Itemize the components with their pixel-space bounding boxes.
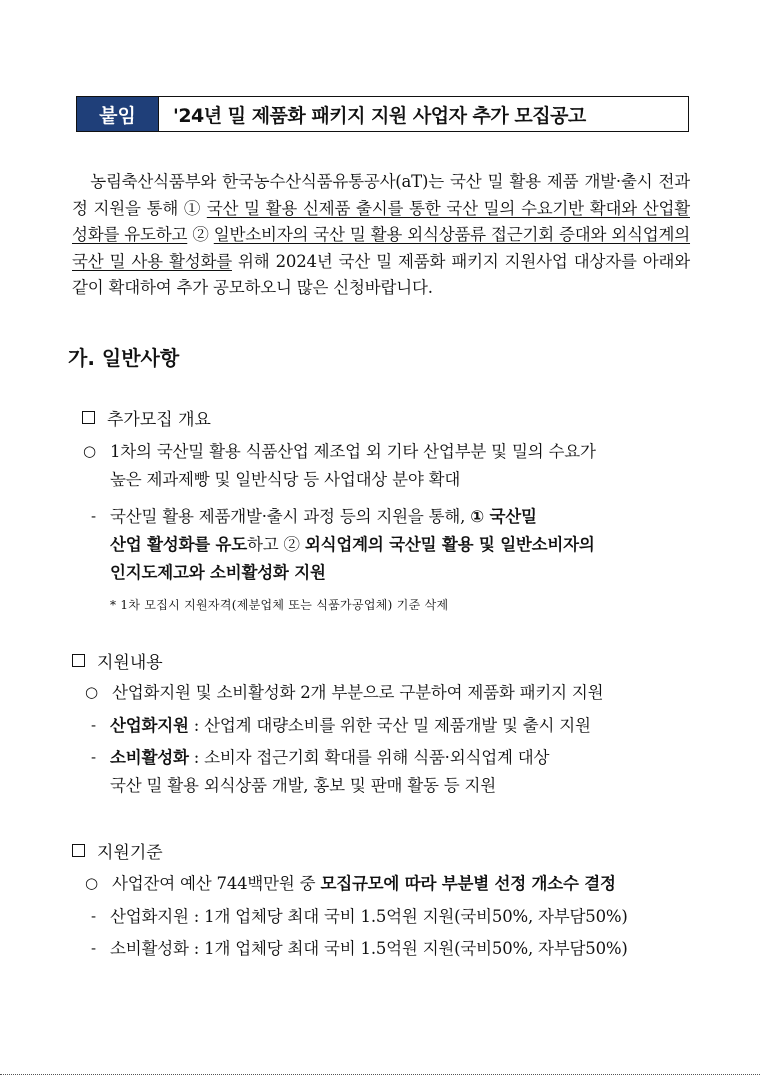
overview-item1-line2: 높은 제과제빵 및 일반식당 등 사업대상 분야 확대 — [110, 470, 461, 489]
overview-item2-plain-b: 하고 ② — [247, 535, 300, 554]
attachment-badge: 붙임 — [77, 97, 159, 131]
document-title: '24년 밀 제품화 패키지 지원 사업자 추가 모집공고 — [173, 104, 586, 127]
intro-underline-2: 일반소비자의 국산 밀 활용 외식상품류 접근기회 증대와 외식업계의 국산 밀 사용 활성화를 — [72, 225, 691, 271]
support-item2 — [110, 714, 591, 738]
checkbox-square-icon — [72, 844, 85, 857]
circle-bullet-icon: ○ — [85, 874, 99, 892]
dash-bullet-icon: - — [91, 939, 97, 957]
intro-paragraph — [72, 169, 690, 302]
criteria-item3: 소비활성화 : 1개 업체당 최대 국비 1.5억원 지원(국비50%, 자부담50%) — [110, 939, 628, 958]
overview-item2-bold: ① 국산밀 — [470, 507, 537, 526]
overview-heading — [82, 405, 211, 430]
support-heading-text: 지원내용 — [97, 653, 163, 673]
support-item1: 산업화지원 및 소비활성화 2개 부분으로 구분하여 제품화 패키지 지원 — [112, 683, 604, 702]
overview-item2-bold-c: 인지도제고와 소비활성화 지원 — [110, 563, 326, 582]
overview-item2-line3 — [110, 561, 326, 585]
intro-text-2: ② — [187, 225, 214, 244]
support-item3-bold: 소비활성화 — [110, 748, 189, 767]
dash-bullet-icon: - — [91, 748, 97, 766]
support-item2-bold: 산업화지원 — [110, 716, 189, 735]
criteria-heading-text: 지원기준 — [97, 843, 163, 863]
intro-text-3: 위해 2024년 국산 밀 제품화 패키지 지원사업 대상자를 아래와 같이 확대하여 추가 공모하오니 많은 신청바랍니다. — [72, 251, 691, 297]
intro-text-1: 농림축산식품부와 한국농수산식품유통공사(aT)는 국산 밀 활용 제품 개발·출시 전과정 지원을 통해 ① — [72, 172, 690, 218]
checkbox-square-icon — [72, 654, 85, 667]
criteria-item1 — [112, 872, 616, 896]
dash-bullet-icon: - — [91, 716, 97, 734]
section-heading: 가. 일반사항 — [68, 346, 180, 370]
checkbox-square-icon — [82, 411, 95, 424]
circle-bullet-icon: ○ — [83, 442, 97, 460]
support-heading — [72, 648, 163, 673]
overview-heading-text: 추가모집 개요 — [107, 410, 211, 430]
support-item3-rest: : 소비자 접근기회 확대를 위해 식품·외식업계 대상 — [188, 748, 550, 767]
overview-item2-bold-a: 산업 활성화를 유도 — [110, 535, 248, 554]
overview-item2-line1 — [110, 505, 537, 529]
overview-item2-line2 — [110, 533, 595, 557]
overview-item2-bold-b: 외식업계의 국산밀 활용 및 일반소비자의 — [304, 535, 595, 554]
support-item2-rest: : 산업계 대량소비를 위한 국산 밀 제품개발 및 출시 지원 — [188, 716, 591, 735]
criteria-item1-plain: 사업잔여 예산 744백만원 중 — [112, 874, 321, 893]
criteria-item2: 산업화지원 : 1개 업체당 최대 국비 1.5억원 지원(국비50%, 자부담50%) — [110, 907, 628, 926]
page-bottom-divider — [0, 1074, 760, 1075]
circle-bullet-icon: ○ — [85, 683, 99, 701]
support-item3 — [110, 746, 549, 770]
dash-bullet-icon: - — [91, 507, 97, 525]
criteria-item1-bold: 모집규모에 따라 부분별 선정 개소수 결정 — [320, 874, 616, 893]
criteria-heading — [72, 838, 163, 863]
overview-item1-line1: 1차의 국산밀 활용 식품산업 제조업 외 기타 산업부분 및 밀의 수요가 — [110, 442, 596, 461]
intro-underline-1: 국산 밀 활용 신제품 출시를 통한 국산 밀의 수요기반 확대와 산업활성화를 유도하고 — [72, 198, 690, 244]
overview-item2-plain: 국산밀 활용 제품개발·출시 과정 등의 지원을 통해, — [110, 507, 466, 526]
support-item3-line2: 국산 밀 활용 외식상품 개발, 홍보 및 판매 활동 등 지원 — [110, 776, 497, 795]
overview-footnote: * 1차 모집시 지원자격(제분업체 또는 식품가공업체) 기준 삭제 — [110, 598, 449, 612]
title-box — [76, 96, 689, 132]
dash-bullet-icon: - — [91, 907, 97, 925]
